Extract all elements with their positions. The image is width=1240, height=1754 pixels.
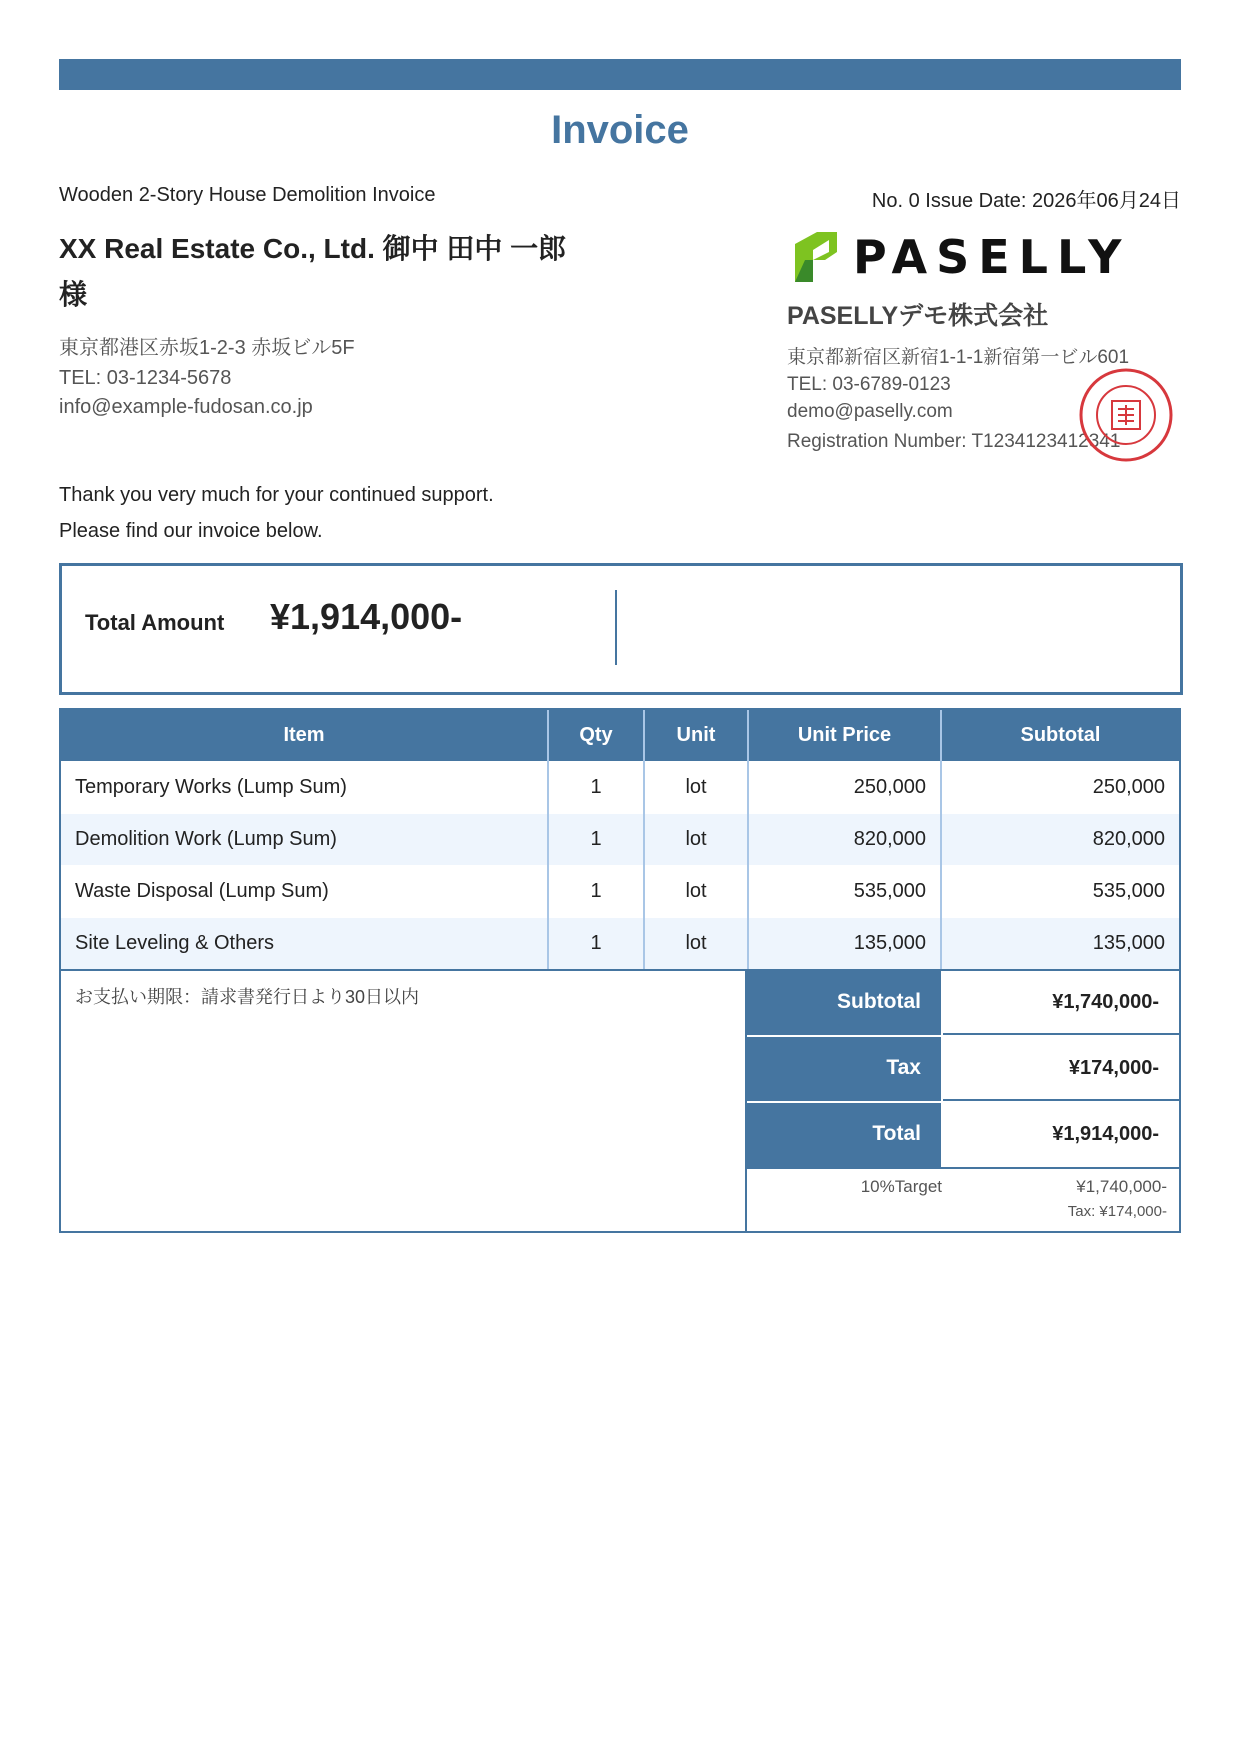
greeting-line-1: Thank you very much for your continued support. <box>59 484 494 506</box>
cell-unit-price: 535,000 <box>748 866 941 918</box>
cell-unit: lot <box>644 814 748 866</box>
header-qty: Qty <box>548 710 644 762</box>
table-row <box>61 918 1179 970</box>
greeting-line-2: Please find our invoice below. <box>59 520 323 542</box>
company-seal-icon <box>1078 367 1174 463</box>
company-address: 東京都新宿区新宿1-1-1新宿第一ビル601 <box>787 347 1130 368</box>
cell-item: Waste Disposal (Lump Sum) <box>61 866 548 918</box>
cell-unit: lot <box>644 762 748 814</box>
company-name: PASELLYデモ株式会社 <box>787 302 1049 330</box>
company-tel: TEL: 03-6789-0123 <box>787 374 951 395</box>
totals-panel <box>745 971 1181 1231</box>
cell-subtotal: 820,000 <box>941 814 1179 866</box>
cell-subtotal: 250,000 <box>941 762 1179 814</box>
table-row <box>61 814 1179 866</box>
table-row <box>61 762 1179 814</box>
cell-qty: 1 <box>548 762 644 814</box>
cell-subtotal: 135,000 <box>941 918 1179 970</box>
tax-target-label: 10%Target <box>860 1177 942 1196</box>
total-amount-label: Total Amount <box>85 610 225 635</box>
total-amount-value: ¥1,914,000- <box>270 596 463 637</box>
document-title: Invoice <box>551 108 689 152</box>
client-contact <box>59 334 355 423</box>
greeting <box>59 477 494 549</box>
invoice-meta <box>872 184 1181 213</box>
header-subtotal: Subtotal <box>941 710 1179 762</box>
client-name: XX Real Estate Co., Ltd. 御中 田中 一郎 様 <box>59 233 567 310</box>
leaf-logo-icon <box>787 230 837 284</box>
subtotal-label: Subtotal <box>747 971 941 1035</box>
total-box-divider <box>615 590 617 665</box>
cell-qty: 1 <box>548 814 644 866</box>
cell-unit: lot <box>644 918 748 970</box>
total-label: Total <box>747 1103 941 1167</box>
cell-item: Temporary Works (Lump Sum) <box>61 762 548 814</box>
subtotal-row <box>747 971 1181 1035</box>
line-items-table <box>61 710 1179 969</box>
invoice-subject: Wooden 2-Story House Demolition Invoice <box>59 184 436 206</box>
cell-item: Demolition Work (Lump Sum) <box>61 814 548 866</box>
company-email: demo@paselly.com <box>787 401 953 422</box>
header-unit-price: Unit Price <box>748 710 941 762</box>
total-row <box>747 1103 1181 1167</box>
total-amount-box <box>59 563 1183 695</box>
tax-value: ¥174,000- <box>943 1037 1181 1101</box>
cell-subtotal: 535,000 <box>941 866 1179 918</box>
table-row <box>61 866 1179 918</box>
client-tel: TEL: 03-1234-5678 <box>59 366 232 389</box>
client-address: 東京都港区赤坂1-2-3 赤坂ビル5F <box>59 337 355 359</box>
tax-label: Tax <box>747 1037 941 1101</box>
cell-unit-price: 135,000 <box>748 918 941 970</box>
total-value: ¥1,914,000- <box>1052 1123 1159 1145</box>
issue-date: Issue Date: 2026年06月24日 <box>925 190 1181 212</box>
header-bar <box>59 59 1181 90</box>
cell-unit: lot <box>644 866 748 918</box>
cell-qty: 1 <box>548 918 644 970</box>
invoice-table <box>59 708 1181 1233</box>
client-email: info@example-fudosan.co.jp <box>59 396 313 418</box>
cell-item: Site Leveling & Others <box>61 918 548 970</box>
summary-section <box>61 969 1179 1231</box>
cell-unit-price: 820,000 <box>748 814 941 866</box>
tax-target-amount: ¥1,740,000- <box>1076 1177 1167 1196</box>
header-unit: Unit <box>644 710 748 762</box>
tax-breakdown <box>747 1167 1181 1233</box>
tax-target-tax: Tax: ¥174,000- <box>1067 1203 1167 1220</box>
company-logo <box>787 230 1131 284</box>
table-header-row <box>61 710 1179 762</box>
payment-note: お支払い期限：請求書発行日より30日以内 <box>75 987 420 1007</box>
tax-row <box>747 1037 1181 1101</box>
invoice-number: No. 0 <box>871 190 920 212</box>
subtotal-value: ¥1,740,000- <box>943 971 1181 1035</box>
cell-unit-price: 250,000 <box>748 762 941 814</box>
registration-number: Registration Number: T1234123412341 <box>787 431 1121 452</box>
header-item: Item <box>61 710 548 762</box>
cell-qty: 1 <box>548 866 644 918</box>
logo-wordmark: PASELLY <box>853 230 1131 284</box>
